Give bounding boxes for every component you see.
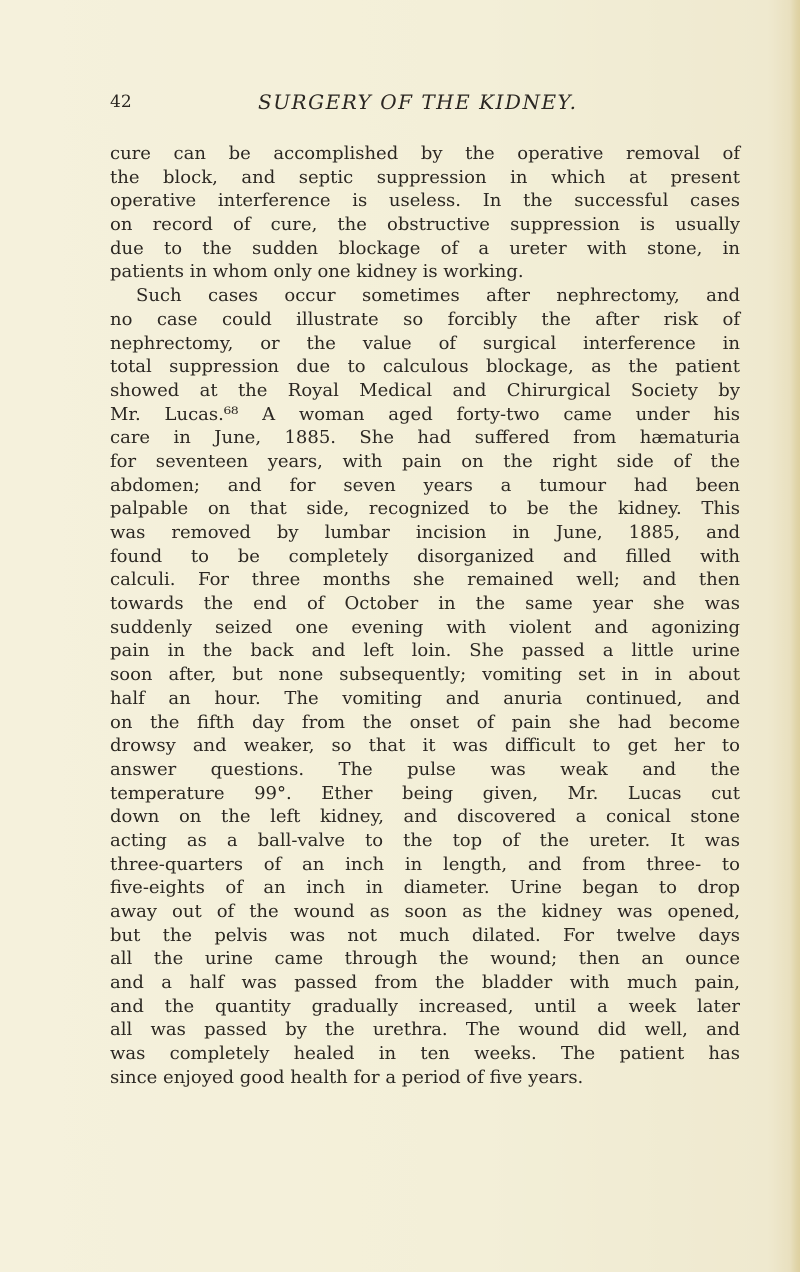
text-line: no case could illustrate so forcibly the after risk of [110,308,740,330]
text-line: nephrectomy, or the value of surgical interference in [110,332,740,354]
text-line: patients in whom only one kidney is working. [110,261,524,283]
text-line: found to be completely disorganized and filled with [110,545,740,567]
text-line: cure can be accomplished by the operative removal of [110,143,740,164]
text-line: since enjoyed good health for a period of five years. [110,1066,584,1088]
text-line: and a half was passed from the bladder with much pain, [110,972,740,994]
text-line: due to the sudden blockage of a ureter with stone, in [110,237,740,259]
text-line: calculi. For three months she remained well; and then [110,569,740,591]
text-line: soon after, but none subsequently; vomiting set in in about [110,664,740,686]
text-line: all was passed by the urethra. The wound did well, and [110,1019,740,1041]
text-line: all the urine came through the wound; then an ounce [110,948,740,970]
text-line: temperature 99°. Ether being given, Mr. Lucas cut [110,782,740,804]
text-line: suddenly seized one evening with violent and agonizing [110,616,740,638]
page-number: 42 [110,92,132,112]
text-line: care in June, 1885. She had suffered from hæmaturia [110,427,740,449]
text-line: the block, and septic suppression in which at present [110,166,740,188]
text-line: on the fifth day from the onset of pain she had become [110,711,740,733]
text-line: palpable on that side, recognized to be the kidney. This [110,498,740,520]
text-line: towards the end of October in the same year she was [110,593,740,615]
text-line: but the pelvis was not much dilated. For twelve days [110,924,740,946]
text-line: for seventeen years, with pain on the right side of the [110,450,740,472]
text-line: away out of the wound as soon as the kidney was opened, [110,901,740,922]
page-header [100,92,750,122]
text-line: total suppression due to calculous blockage, as the patient [110,356,740,378]
text-line: operative interference is useless. In the successful cases [110,190,740,212]
text-line: abdomen; and for seven years a tumour had been [110,474,740,496]
text-line: Such cases occur sometimes after nephrectomy, and [136,285,740,307]
text-line: was completely healed in ten weeks. The patient has [110,1043,740,1065]
text-line: was removed by lumbar incision in June, 1885, and [110,522,740,543]
text-line: acting as a ball-valve to the top of the ureter. It was [110,829,740,851]
page-edge-shadow [790,0,800,1272]
text-line: pain in the back and left loin. She passed a little urine [110,640,740,662]
text-line: half an hour. The vomiting and anuria continued, and [110,687,740,709]
body-text [110,142,740,1090]
text-line: three-quarters of an inch in length, and from three- to [110,853,740,875]
text-line: Mr. Lucas.⁶⁸ A woman aged forty-two came under his [110,403,740,425]
text-line: on record of cure, the obstructive suppression is usually [110,214,740,236]
text-line: down on the left kidney, and discovered a conical stone [110,806,740,828]
text-line: and the quantity gradually increased, until a week later [110,995,740,1017]
text-line: drowsy and weaker, so that it was difficult to get her to [110,735,740,757]
text-line: answer questions. The pulse was weak and the [110,758,740,780]
running-title: SURGERY OF THE KIDNEY. [258,90,578,114]
text-line: showed at the Royal Medical and Chirurgical Society by [110,379,740,401]
text-line: five-eights of an inch in diameter. Urine began to drop [110,877,740,899]
